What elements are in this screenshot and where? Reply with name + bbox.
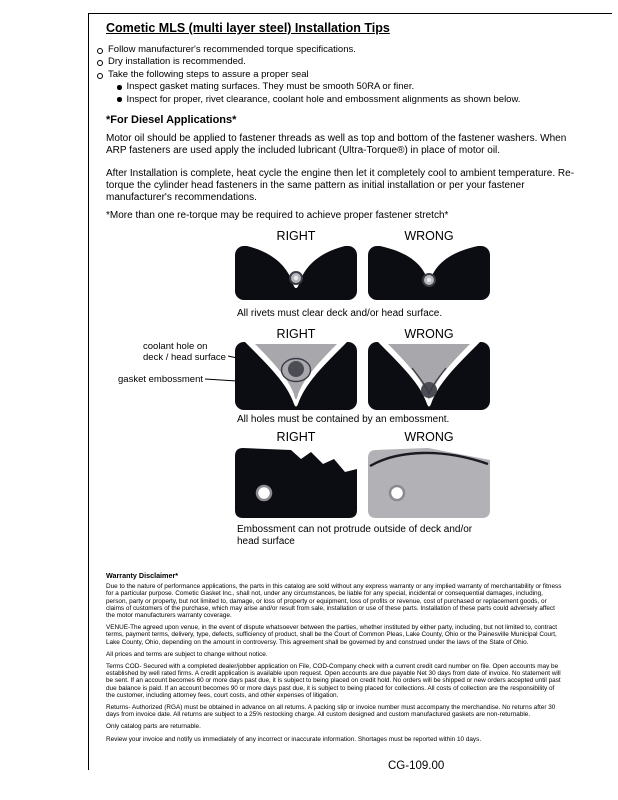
list-item: [97, 44, 602, 56]
coolant-hole-callout-line2: deck / head surface: [143, 352, 226, 363]
tip-text: Inspect gasket mating surfaces. They must be smooth 50RA or finer.: [126, 81, 415, 93]
disclaimer-paragraph: All prices and terms are subject to change without notice.: [106, 650, 268, 658]
row2-right-label: RIGHT: [276, 327, 316, 341]
open-bullet-icon: [97, 73, 103, 79]
page-code: CG-109.00: [388, 760, 445, 772]
diesel-heading: *For Diesel Applications*: [106, 114, 237, 126]
list-item: [97, 56, 602, 68]
row1-wrong-label: WRONG: [404, 229, 454, 243]
diesel-paragraph-1: Motor oil should be applied to fastener threads as well as top and bottom of the fastener washers. When ARP fasteners are used apply the included lubricant (Ultra-Torque®) in place of motor oil.: [106, 133, 567, 156]
disclaimer-paragraph: Returns- Authorized (RGA) must be obtained in advance on all returns. A packing slip or invoice number must accompany the merchandise. No returns after 30 days from invoice date. All returns are subject to a 25% restocking charge. All custom designed and custom manufactured gaskets are non-returnable.: [106, 704, 556, 719]
disclaimer-paragraph: Terms COD- Secured with a completed dealer/jobber application on File, COD-Company check with a current credit card number on file. Open accounts may be established by well rated firms. A credit application is available upon request. Open accounts are due payable Net 30 days from date of invoice. No statement will be sent. If an account becomes 60 or more days past due, it is subject to being placed on credit hold. No orders will be shipped or new orders accepted until past due balance is paid. If an account becomes 90 or more days past due, it is subject to being placed for collections. All costs of collection are the responsibility of the customer, including attorney fees, court costs, and other expenses of litigation.: [106, 663, 561, 699]
disclaimer-paragraph: Only catalog parts are returnable.: [106, 723, 201, 731]
page-border-left: [88, 13, 89, 770]
row3-right-label: RIGHT: [276, 430, 316, 444]
disclaimer-paragraph: Review your invoice and notify us immediately of any incorrect or inaccurate information. Shortages must be reported within 10 days.: [106, 735, 482, 743]
row3-wrong-label: WRONG: [404, 430, 454, 444]
gasket-embossment-callout: gasket embossment: [118, 374, 204, 385]
row2-caption: All holes must be contained by an embossment.: [237, 414, 450, 425]
list-sub-item: [117, 81, 602, 93]
rivet-right-diagram: [235, 246, 357, 300]
hole-right-diagram: [235, 342, 357, 410]
tip-text: Follow manufacturer's recommended torque specifications.: [108, 44, 356, 55]
open-bullet-icon: [97, 60, 103, 66]
page-title: Cometic MLS (multi layer steel) Installation Tips: [106, 21, 390, 35]
tip-text: Dry installation is recommended.: [108, 56, 246, 68]
tip-text: Inspect for proper, rivet clearance, coolant hole and embossment alignments as shown below.: [126, 93, 521, 105]
tips-list: [97, 44, 602, 106]
warranty-disclaimer: [106, 572, 562, 748]
hole-wrong-diagram: [368, 342, 490, 410]
filled-bullet-icon: [117, 97, 122, 102]
disclaimer-heading: Warranty Disclaimer*: [106, 571, 179, 580]
open-bullet-icon: [97, 48, 103, 54]
row2-wrong-label: WRONG: [404, 327, 454, 341]
diesel-paragraph-2: After Installation is complete, heat cycle the engine then let it completely cool to ambient temperature. Re-torque the cylinder head fasteners in the same pattern as initial installation or per your fastener manufacturer's recommendations.: [106, 168, 575, 203]
row1-caption: All rivets must clear deck and/or head surface.: [237, 308, 443, 319]
disclaimer-paragraph: Due to the nature of performance applications, the parts in this catalog are sold without any express warranty or any implied warranty of merchantability or fitness for a particular purpose. Cometic Gasket Inc., shall not, under any circumstances, be liable for any special, incidental or consequential damages, including, person, party or property, but not limited to, damage, or loss of property or equipment, loss of profits or revenue, cost of purchased or replacement goods, or claims of customers of the purchase, which may arise and/or result from sale, installation or use of these parts. Installation of these parts could adversely affect the motor manufacturers warranty coverage.: [106, 583, 562, 620]
embossment-wrong-diagram: [368, 446, 490, 520]
page-border-top: [88, 13, 612, 14]
retorque-note: *More than one re-torque may be required to achieve proper fastener stretch*: [106, 210, 449, 221]
embossment-right-diagram: [235, 446, 357, 520]
row3-caption: Embossment can not protrude outside of deck and/or head surface: [237, 524, 473, 547]
coolant-hole-callout-line1: coolant hole on: [143, 341, 208, 352]
rivet-wrong-diagram: [368, 246, 490, 300]
tip-text: Take the following steps to assure a proper seal: [108, 68, 309, 80]
list-sub-item: [117, 94, 602, 106]
disclaimer-paragraph: VENUE-The agreed upon venue, in the event of dispute whatsoever between the parties, whether instituted by either party, including, but not limited to, contract terms, payment terms, delivery, type, defects, sufficiency of product, shall be the Court of Common Pleas, Lake County, Ohio or the Painesville Municipal Court, Lake County, Ohio, depending on the amount in controversy. This agreement shall be governed by and construed under the laws of the State of Ohio.: [106, 624, 558, 646]
list-item: [97, 69, 602, 81]
row1-right-label: RIGHT: [276, 229, 316, 243]
filled-bullet-icon: [117, 85, 122, 90]
